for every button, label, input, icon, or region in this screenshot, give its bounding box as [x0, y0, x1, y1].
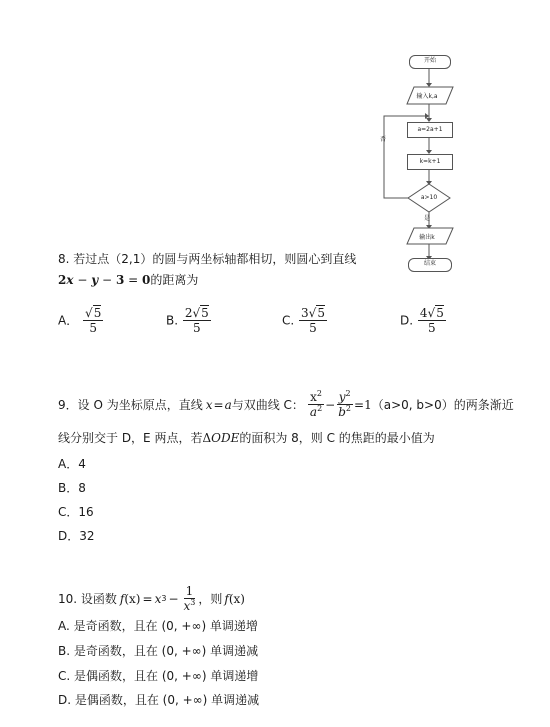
flowchart-no-label: 否	[380, 136, 387, 143]
q9-stem-hyperbola: 与双曲线 C：	[231, 397, 304, 412]
q9-option-d: D．32	[58, 529, 95, 543]
q9-frac-y-num: y	[338, 390, 346, 404]
q9-line-equals: =	[213, 397, 224, 412]
q9-frac-y-den: b	[338, 405, 346, 419]
q8-eq-x: x	[66, 273, 74, 287]
q8-option-d-label: D.	[400, 313, 414, 328]
q10-option-d: D. 是偶函数，且在 (0, +∞) 单调递减	[58, 693, 260, 707]
q8-eq-coef: 2	[58, 273, 67, 287]
q10-stem: 10. 设函数 f (x) = x 3 − $\frac{1}{x^3}$ ，则 f (x)	[58, 584, 245, 613]
q10-option-c: C. 是偶函数，且在 (0, +∞) 单调递增	[58, 669, 259, 683]
q8-option-a	[58, 306, 104, 335]
q9-triangle-symbol: Δ	[202, 431, 212, 445]
q9-frac-x-den-exp: 2	[317, 404, 323, 413]
q8-option-c-fraction: $\frac{3√5}{5}$	[301, 306, 325, 335]
q8-option-c-radicand: 5	[317, 306, 325, 320]
q8-option-b-radicand: 5	[201, 306, 209, 320]
flowchart-start: 开始	[409, 55, 451, 69]
q9-line-a: a	[224, 397, 232, 412]
q9-stem-conditions: （a>0, b>0）的两条渐近	[371, 397, 514, 412]
q8-option-d-fraction: $\frac{4√5}{5}$	[419, 306, 444, 335]
q9-frac-y-den-exp: 2	[345, 404, 352, 413]
q8-eq-three: 3	[115, 273, 125, 287]
q8-option-c-coef: 3	[301, 306, 309, 320]
q9-triangle-ode: ODE	[211, 431, 240, 445]
q10-f2: f	[224, 591, 229, 606]
q9-stem-line1	[58, 390, 514, 419]
q9-stem-question: 的面积为 8，则 C 的焦距的最小值为	[239, 431, 435, 445]
q8-option-b	[166, 306, 212, 335]
q8-option-b-coef: 2	[184, 306, 193, 320]
q10-fx2: (x)	[228, 591, 245, 606]
q10-stem-intro: 10. 设函数	[58, 591, 117, 606]
q8-stem-tail: 的距离为	[150, 273, 199, 287]
q9-one: 1	[364, 397, 372, 412]
flowchart-end: 结束	[408, 258, 452, 272]
q9-frac-x-num: x	[310, 390, 317, 404]
q10-x: x	[154, 591, 162, 606]
q9-option-a: A．4	[58, 457, 86, 471]
q8-eq-minus2: −	[102, 273, 113, 287]
q10-minus: −	[168, 591, 179, 606]
q8-option-c	[282, 306, 328, 335]
q8-option-a-den: 5	[89, 321, 98, 335]
q10-frac-num: 1	[185, 584, 194, 598]
q9-frac-x-num-exp: 2	[316, 389, 322, 398]
q8-option-c-label: C.	[282, 313, 295, 328]
q10-f: f	[119, 591, 125, 606]
q9-frac-y-num-exp: 2	[345, 389, 351, 398]
q8-option-a-fraction: $\frac{√5}{5}$	[85, 306, 102, 335]
flowchart-input: 输入k,a	[416, 93, 438, 100]
q9-option-b: B．8	[58, 481, 86, 495]
q10-fx: (x)	[124, 591, 141, 606]
q8-option-a-label: A．	[58, 313, 79, 328]
q9-stem-intro: 9．设 O 为坐标原点，直线	[58, 397, 203, 412]
q8-option-a-radicand: 5	[93, 306, 102, 320]
q8-eq-equals: =	[128, 273, 139, 287]
q10-frac-den: x	[183, 599, 191, 613]
q9-line-x: x	[205, 397, 213, 412]
q9-stem-intersect: 线分别交于 D，E 两点，若	[58, 431, 203, 445]
flowchart-condition: a>10	[420, 194, 438, 201]
q10-option-a: A. 是奇函数，且在 (0, +∞) 单调递增	[58, 619, 258, 633]
q10-option-b: B. 是奇函数，且在 (0, +∞) 单调递减	[58, 644, 259, 658]
q8-option-b-den: 5	[193, 321, 201, 335]
q8-option-b-fraction: $\frac{2√5}{5}$	[184, 306, 209, 335]
q9-frac-y	[336, 390, 353, 419]
q9-minus: −	[325, 397, 336, 412]
q8-stem-line2	[58, 272, 198, 288]
q8-option-d-den: 5	[428, 321, 436, 335]
q9-option-c: C．16	[58, 505, 94, 519]
q9-frac-x-den: a	[309, 405, 318, 419]
q8-eq-y: y	[91, 273, 99, 287]
flowchart-step-k: k=k+1	[407, 154, 453, 170]
flowchart-yes-label: 是	[424, 215, 431, 222]
q8-option-d-radicand: 5	[436, 306, 444, 320]
q8-option-d	[400, 306, 447, 335]
q10-stem-then: ，则	[198, 591, 223, 606]
q9-equals: =	[354, 397, 365, 412]
q10-frac-den-exp: 3	[190, 598, 196, 607]
q8-option-d-coef: 4	[419, 306, 428, 320]
flowchart-step-a: a=2a+1	[407, 122, 453, 138]
flowchart-output: 输出k	[419, 234, 435, 241]
q10-fraction	[182, 584, 198, 613]
q8-eq-minus1: −	[77, 273, 88, 287]
q9-stem-line2	[58, 430, 435, 446]
q10-equals: =	[142, 591, 153, 606]
q8-option-b-label: B.	[166, 313, 179, 328]
q8-eq-zero: 0	[142, 273, 151, 287]
q9-frac-x	[308, 390, 324, 419]
q8-option-c-den: 5	[309, 321, 317, 335]
q8-stem-line1: 8. 若过点（2,1）的圆与两坐标轴都相切，则圆心到直线	[58, 252, 357, 266]
